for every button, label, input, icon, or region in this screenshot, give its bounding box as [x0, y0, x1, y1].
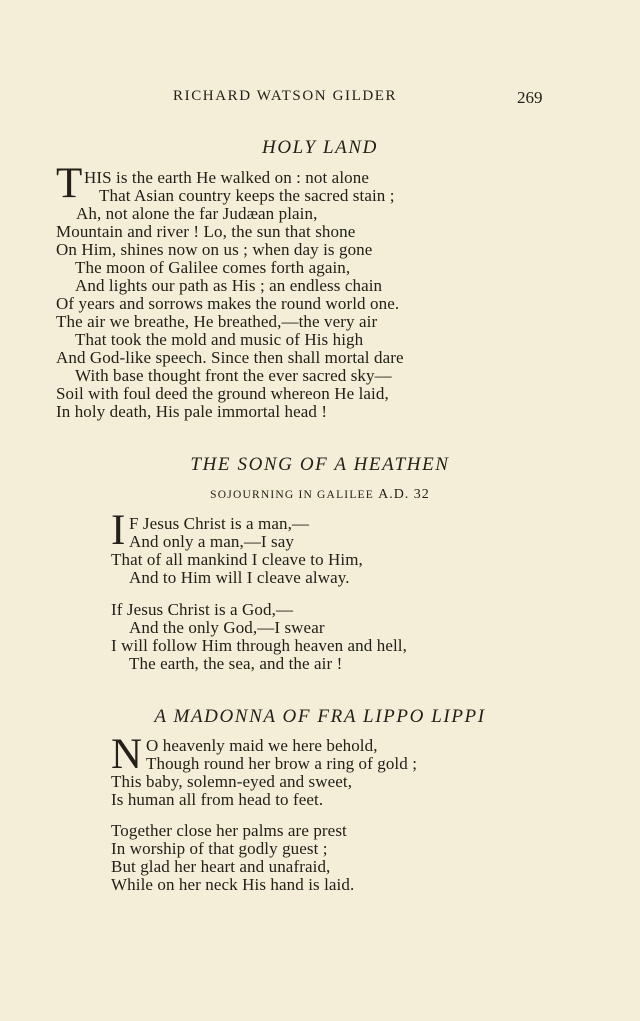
poem-line: With base thought front the ever sacred sky— — [75, 366, 392, 385]
poem-line: Of years and sorrows makes the round world one. — [56, 294, 400, 313]
poem-line: HIS is the earth He walked on : not alone — [84, 168, 369, 187]
poem-line: Mountain and river ! Lo, the sun that shone — [56, 222, 356, 241]
poem-line: I will follow Him through heaven and hell, — [111, 636, 407, 655]
poem-line: Together close her palms are prest — [111, 821, 347, 840]
poem-line: O heavenly maid we here behold, — [146, 736, 378, 755]
poem-line: And lights our path as His ; an endless chain — [75, 276, 383, 295]
poem-line: And only a man,—I say — [129, 532, 294, 551]
page-header — [0, 88, 640, 108]
poem-line: The air we breathe, He breathed,—the very air — [56, 312, 378, 331]
poem-line: F Jesus Christ is a man,— — [129, 514, 310, 533]
poem-line: Soil with foul deed the ground whereon He laid, — [56, 384, 389, 403]
poem-line: While on her neck His hand is laid. — [111, 875, 355, 894]
poem-title: THE SONG OF A HEATHEN — [190, 454, 450, 475]
poem-line: That Asian country keeps the sacred stain ; — [99, 186, 395, 205]
poem-line: And the only God,—I swear — [129, 618, 325, 637]
poem-line: And to Him will I cleave alway. — [129, 568, 350, 587]
drop-cap: I — [111, 507, 126, 554]
poem-line: If Jesus Christ is a God,— — [111, 600, 294, 619]
running-head: RICHARD WATSON GILDER — [173, 88, 398, 104]
poem-line: On Him, shines now on us ; when day is gone — [56, 240, 373, 259]
poem-line: Is human all from head to feet. — [111, 790, 324, 809]
poem-line: In worship of that godly guest ; — [111, 839, 328, 858]
poem-line: The earth, the sea, and the air ! — [129, 654, 343, 673]
poem-line: Ah, not alone the far Judæan plain, — [76, 204, 318, 223]
subtitle-year: A.D. 32 — [378, 487, 430, 502]
poem-line: But glad her heart and unafraid, — [111, 857, 331, 876]
poem-line: This baby, solemn-eyed and sweet, — [111, 772, 353, 791]
poem-line: That of all mankind I cleave to Him, — [111, 550, 363, 569]
page-number: 269 — [517, 88, 543, 107]
poem-line: The moon of Galilee comes forth again, — [75, 258, 351, 277]
poem-line: Though round her brow a ring of gold ; — [146, 754, 418, 773]
subtitle-text: SOJOURNING IN GALILEE — [210, 489, 374, 501]
poem-line: And God-like speech. Since then shall mortal dare — [56, 348, 404, 367]
poem-title: A MADONNA OF FRA LIPPO LIPPI — [154, 706, 486, 727]
drop-cap: T — [56, 160, 83, 207]
drop-cap: N — [111, 731, 143, 778]
poem-title: HOLY LAND — [262, 137, 378, 158]
poem-line: That took the mold and music of His high — [75, 330, 364, 349]
poem-subtitle — [0, 487, 640, 503]
poem-line: In holy death, His pale immortal head ! — [56, 402, 328, 421]
